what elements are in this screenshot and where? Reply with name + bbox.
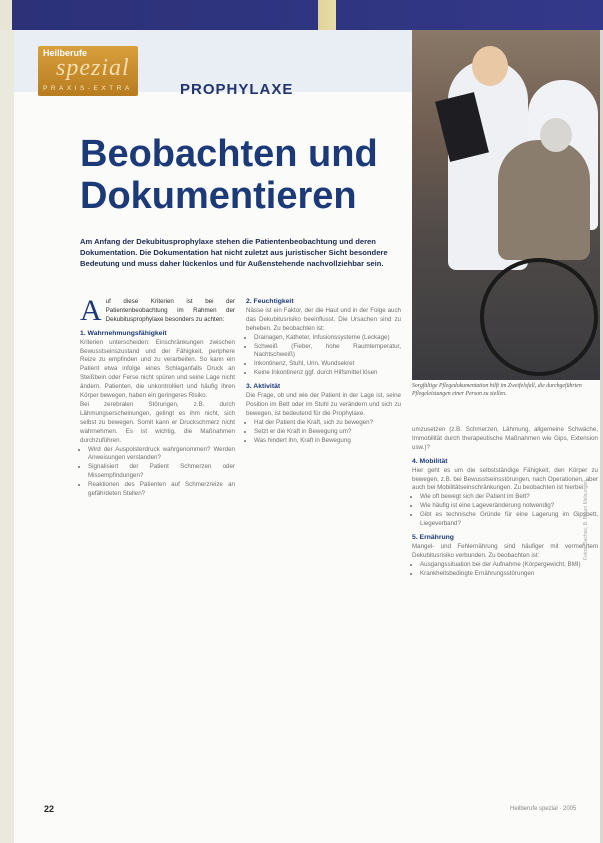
body-mobilitaet	[412, 467, 598, 529]
photo-nurse-head	[472, 46, 508, 86]
title-line-2: Dokumentieren	[80, 175, 357, 217]
list-item: • Wird der Auspolsterdruck wahrgenommen? Werden Anweisungen verstanden?	[88, 446, 235, 464]
list-item: • Inkontinenz, Stuhl, Urin, Wundsekret	[254, 360, 401, 369]
magazine-logo	[38, 46, 138, 96]
wheelchair-wheel-icon	[480, 258, 598, 376]
photo-credit: Fotos: Sachse; B. Braun Melsungen	[583, 479, 589, 560]
bullet-list	[412, 561, 598, 579]
heading-ernaehrung: 5. Ernährung	[412, 533, 454, 541]
photo-patient-head	[540, 118, 572, 152]
scan-border-top	[0, 0, 603, 30]
list-item: • Krankheitsbedingte Ernährungsstörungen	[420, 570, 598, 579]
paragraph: Die Frage, ob und wie der Patient in der Lage ist, seine Position im Bett oder im Stuhl zu verändern und sich zu bewegen, ist bedeutend für die Prophylaxe.	[246, 392, 401, 417]
list-item: • Gibt es technische Gründe für eine Lagerung im Gipsbett, Liegeverband?	[420, 511, 598, 529]
page-number: 22	[44, 804, 55, 814]
scan-border-left	[0, 30, 14, 843]
body-ernaehrung	[412, 543, 598, 579]
logo-mid-text: spezial	[56, 55, 130, 81]
text-column-1	[80, 294, 235, 499]
heading-aktivitaet: 3. Aktivität	[246, 383, 281, 391]
list-item: • Hat der Patient die Kraft, sich zu bewegen?	[254, 419, 401, 428]
bullet-list	[246, 419, 401, 446]
text-column-3	[412, 426, 598, 579]
list-item: • Wie häufig ist eine Lageveränderung notwendig?	[420, 502, 598, 511]
bullet-list	[80, 446, 235, 499]
photo-patient	[498, 140, 590, 260]
list-item: • Schweiß (Fieber, hohe Raumtemperatur, Nachtschweiß)	[254, 343, 401, 361]
body-wahrnehmung	[80, 339, 235, 499]
list-item: • Wie oft bewegt sich der Patient im Bett?	[420, 493, 598, 502]
list-item: • Ausgangssituation bei der Aufnahme (Körpergewicht, BMI)	[420, 561, 598, 570]
paragraph: Nässe ist ein Faktor, der die Haut und in der Folge auch das Dekubitusrisiko beeinflusst. Die Ursachen sind zu beheben. Zu beobachten ist:	[246, 306, 401, 332]
title-line-1: Beobachten und	[80, 133, 378, 175]
paragraph: umzusetzen (z.B. Schmerzen, Lähmung, allgemeine Schwäche, Immobilität durch therapeutische Maßnahmen wie Gips, Extension usw.)?	[412, 426, 598, 451]
lead-paragraph: Am Anfang der Dekubitusprophylaxe stehen die Patientenbeobachtung und deren Dokumentation. Die Dokumentation hat nicht zuletzt aus juristischer Sicht besondere Bedeutung und muss daher lückenlos und für Außenstehende nachvollziehbar sein.	[80, 237, 388, 268]
logo-top-text: Heilberufe	[43, 48, 88, 58]
text-column-2	[246, 298, 401, 446]
bullet-list	[412, 493, 598, 529]
heading-feuchtigkeit: 2. Feuchtigkeit	[246, 298, 294, 305]
paragraph: Hier geht es um die selbstständige Fähigkeit, den Körper zu bewegen, z.B. bei Bewusstseinsstörungen, nach Operationen, aber auch bei Mobilitätseinschränkungen. Zu beobachten ist hierbei:	[412, 466, 598, 492]
heading-wahrnehmung: 1. Wahrnehmungsfähigkeit	[80, 329, 167, 337]
paragraph: Mangel- und Fehlernährung sind häufiger mit vermehrtem Dekubitusrisiko verbunden. Zu beobachten ist:	[412, 542, 598, 559]
list-item: • Signalisiert der Patient Schmerzen oder Missempfindungen?	[88, 463, 235, 481]
heading-mobilitaet: 4. Mobilität	[412, 457, 448, 465]
intro-text: uf diese Kriterien ist bei der Patientenbeobachtung im Rahmen der Dekubitusprophylaxe besonders zu achten:	[105, 298, 235, 323]
logo-bottom-text: PRAXIS-EXTRA	[43, 85, 133, 92]
body-aktivitaet	[246, 392, 401, 445]
paragraph: Kriterien unterscheiden: Einschränkungen zwischen Bewusstseinszustand und der Fähigkeit, periphere Reize zu empfinden und zu verarbeiten. So kann ein Patient etwa infolge eines Schlaganfalls Druck an Steißbein oder Ferse nicht spüren und seine Lage nicht ändern. Patienten, die unkontrolliert und häufig ihren Körper bewegen, haben ein geringeres Risiko.	[80, 338, 235, 400]
body-continued	[412, 426, 598, 453]
publication-footer: Heilberufe spezial · 2005	[510, 806, 577, 812]
paragraph: Bei zerebralen Störungen, z.B. durch Lähmungserscheinungen, gelingt es ihm nicht, sich selbst zu bewegen. Somit kann er Druckschmerz nicht wahrnehmen. Es ist wichtig, die Maßnahmen durchzuführen.	[80, 400, 235, 444]
body-feuchtigkeit	[246, 307, 401, 378]
list-item: • Was hindert ihn, Kraft in Bewegung	[254, 437, 401, 446]
photo-caption: Sorgfältige Pflegedokumentation hilft im Zweifelsfall, die durchgeführten Pflegeleistungen einer Person zu stellen.	[412, 383, 582, 397]
list-item: • Keine Inkontinenz ggf. durch Hilfsmittel lösen	[254, 369, 401, 378]
list-item: • Reaktionen des Patienten auf Schmerzreize an gefährdeten Stellen?	[88, 481, 235, 499]
list-item: • Drainagen, Katheter, Infusionssysteme (Leckage)	[254, 334, 401, 343]
section-label: PROPHYLAXE	[180, 81, 294, 98]
bullet-list	[246, 334, 401, 379]
list-item: • Setzt er die Kraft in Bewegung um?	[254, 428, 401, 437]
article-title	[80, 133, 410, 217]
drop-cap: A	[80, 294, 102, 327]
